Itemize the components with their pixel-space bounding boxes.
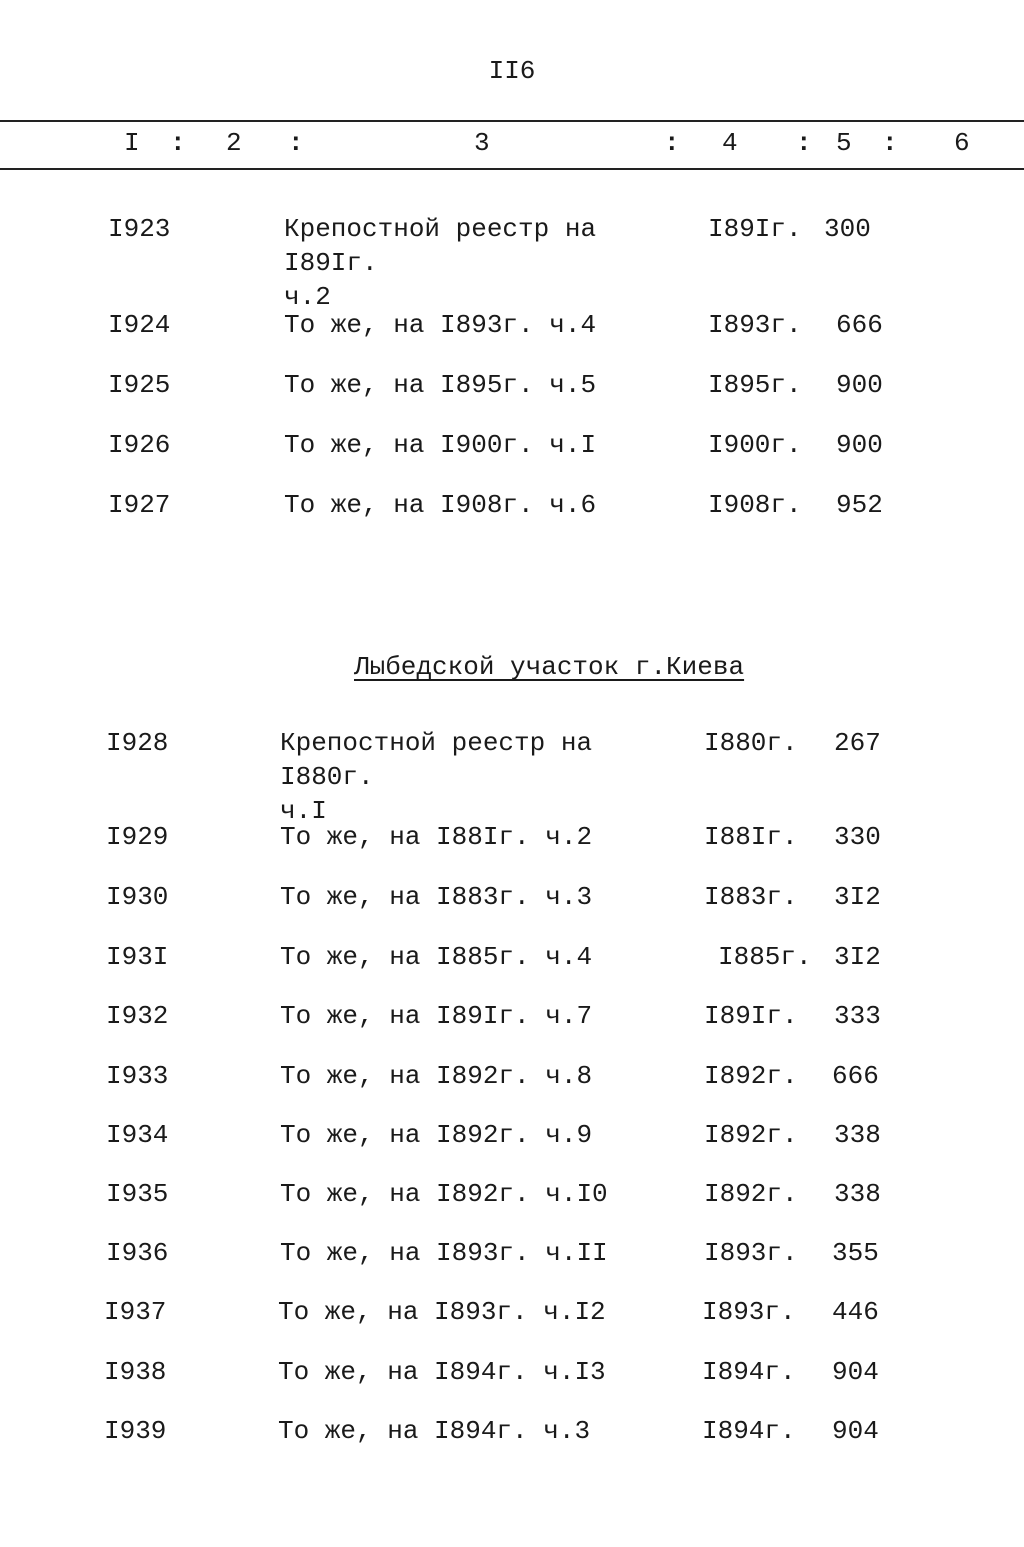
record-title: То же, на I895г. ч.5 xyxy=(284,370,597,400)
record-year: I893г. xyxy=(702,1297,796,1327)
record-title: То же, на I908г. ч.6 xyxy=(284,490,597,520)
record-title: То же, на I885г. ч.4 xyxy=(280,942,593,972)
record-number: I929 xyxy=(106,822,169,852)
record-number: I933 xyxy=(106,1061,169,1091)
record-quantity: 300 xyxy=(824,214,871,244)
record-number: I938 xyxy=(104,1357,167,1387)
record-year: I88Iг. xyxy=(704,822,798,852)
record-quantity: 3I2 xyxy=(834,942,881,972)
record-year: I892г. xyxy=(704,1179,798,1209)
record-number: I939 xyxy=(104,1416,167,1446)
record-year: I89Iг. xyxy=(704,1001,798,1031)
record-quantity: 267 xyxy=(834,728,881,758)
record-quantity: 338 xyxy=(834,1179,881,1209)
record-year: I894г. xyxy=(702,1416,796,1446)
record-title: То же, на I883г. ч.3 xyxy=(280,882,593,912)
record-quantity: 3I2 xyxy=(834,882,881,912)
record-quantity: 904 xyxy=(832,1416,879,1446)
record-title: Крепостной реестр на I880г. ч.I xyxy=(280,728,593,826)
record-quantity: 904 xyxy=(832,1357,879,1387)
column-header-4: 4 xyxy=(722,128,738,158)
record-quantity: 338 xyxy=(834,1120,881,1150)
record-year: I892г. xyxy=(704,1061,798,1091)
record-title: То же, на I893г. ч.I2 xyxy=(278,1297,606,1327)
record-number: I932 xyxy=(106,1001,169,1031)
record-quantity: 952 xyxy=(836,490,883,520)
section-heading: Лыбедской участок г.Киева xyxy=(354,652,745,682)
record-year: I895г. xyxy=(708,370,802,400)
record-title: То же, на I893г. ч.4 xyxy=(284,310,597,340)
record-title: То же, на I892г. ч.9 xyxy=(280,1120,593,1150)
column-separator: : xyxy=(170,128,186,158)
record-number: I926 xyxy=(108,430,171,460)
record-quantity: 330 xyxy=(834,822,881,852)
column-header-2: 2 xyxy=(226,128,242,158)
record-year: I892г. xyxy=(704,1120,798,1150)
column-separator: : xyxy=(882,128,898,158)
record-number: I936 xyxy=(106,1238,169,1268)
record-number: I927 xyxy=(108,490,171,520)
column-header-5: 5 xyxy=(836,128,852,158)
record-quantity: 333 xyxy=(834,1001,881,1031)
record-quantity: 900 xyxy=(836,430,883,460)
record-number: I924 xyxy=(108,310,171,340)
record-year: I883г. xyxy=(704,882,798,912)
record-title: То же, на I893г. ч.II xyxy=(280,1238,608,1268)
record-year: I880г. xyxy=(704,728,798,758)
record-year: I908г. xyxy=(708,490,802,520)
record-title-continuation: ч.I xyxy=(280,796,327,826)
record-number: I935 xyxy=(106,1179,169,1209)
record-number: I930 xyxy=(106,882,169,912)
record-year: I89Iг. xyxy=(708,214,802,244)
record-year: I893г. xyxy=(704,1238,798,1268)
record-title: То же, на I892г. ч.8 xyxy=(280,1061,593,1091)
record-year: I900г. xyxy=(708,430,802,460)
record-title: То же, на I894г. ч.I3 xyxy=(278,1357,606,1387)
record-quantity: 355 xyxy=(832,1238,879,1268)
table-header-top-rule xyxy=(0,120,1024,122)
record-title: То же, на I88Iг. ч.2 xyxy=(280,822,593,852)
column-header-1: I xyxy=(124,128,140,158)
record-year: I894г. xyxy=(702,1357,796,1387)
column-header-6: 6 xyxy=(954,128,970,158)
page-number: II6 xyxy=(488,56,536,86)
record-title-continuation: ч.2 xyxy=(284,282,331,312)
column-header-3: 3 xyxy=(474,128,490,158)
record-number: I928 xyxy=(106,728,169,758)
record-number: I934 xyxy=(106,1120,169,1150)
record-title: То же, на I894г. ч.3 xyxy=(278,1416,591,1446)
record-title: То же, на I89Iг. ч.7 xyxy=(280,1001,593,1031)
record-year: I893г. xyxy=(708,310,802,340)
record-title: Крепостной реестр на I89Iг. ч.2 xyxy=(284,214,597,312)
record-number: I93I xyxy=(106,942,169,972)
column-separator: : xyxy=(664,128,680,158)
record-number: I925 xyxy=(108,370,171,400)
record-quantity: 900 xyxy=(836,370,883,400)
record-title: То же, на I892г. ч.I0 xyxy=(280,1179,608,1209)
record-quantity: 666 xyxy=(836,310,883,340)
record-quantity: 446 xyxy=(832,1297,879,1327)
record-title: То же, на I900г. ч.I xyxy=(284,430,597,460)
record-number: I937 xyxy=(104,1297,167,1327)
column-separator: : xyxy=(796,128,812,158)
record-year: I885г. xyxy=(718,942,812,972)
column-separator: : xyxy=(288,128,304,158)
table-header-bottom-rule xyxy=(0,168,1024,170)
record-number: I923 xyxy=(108,214,171,244)
record-quantity: 666 xyxy=(832,1061,879,1091)
